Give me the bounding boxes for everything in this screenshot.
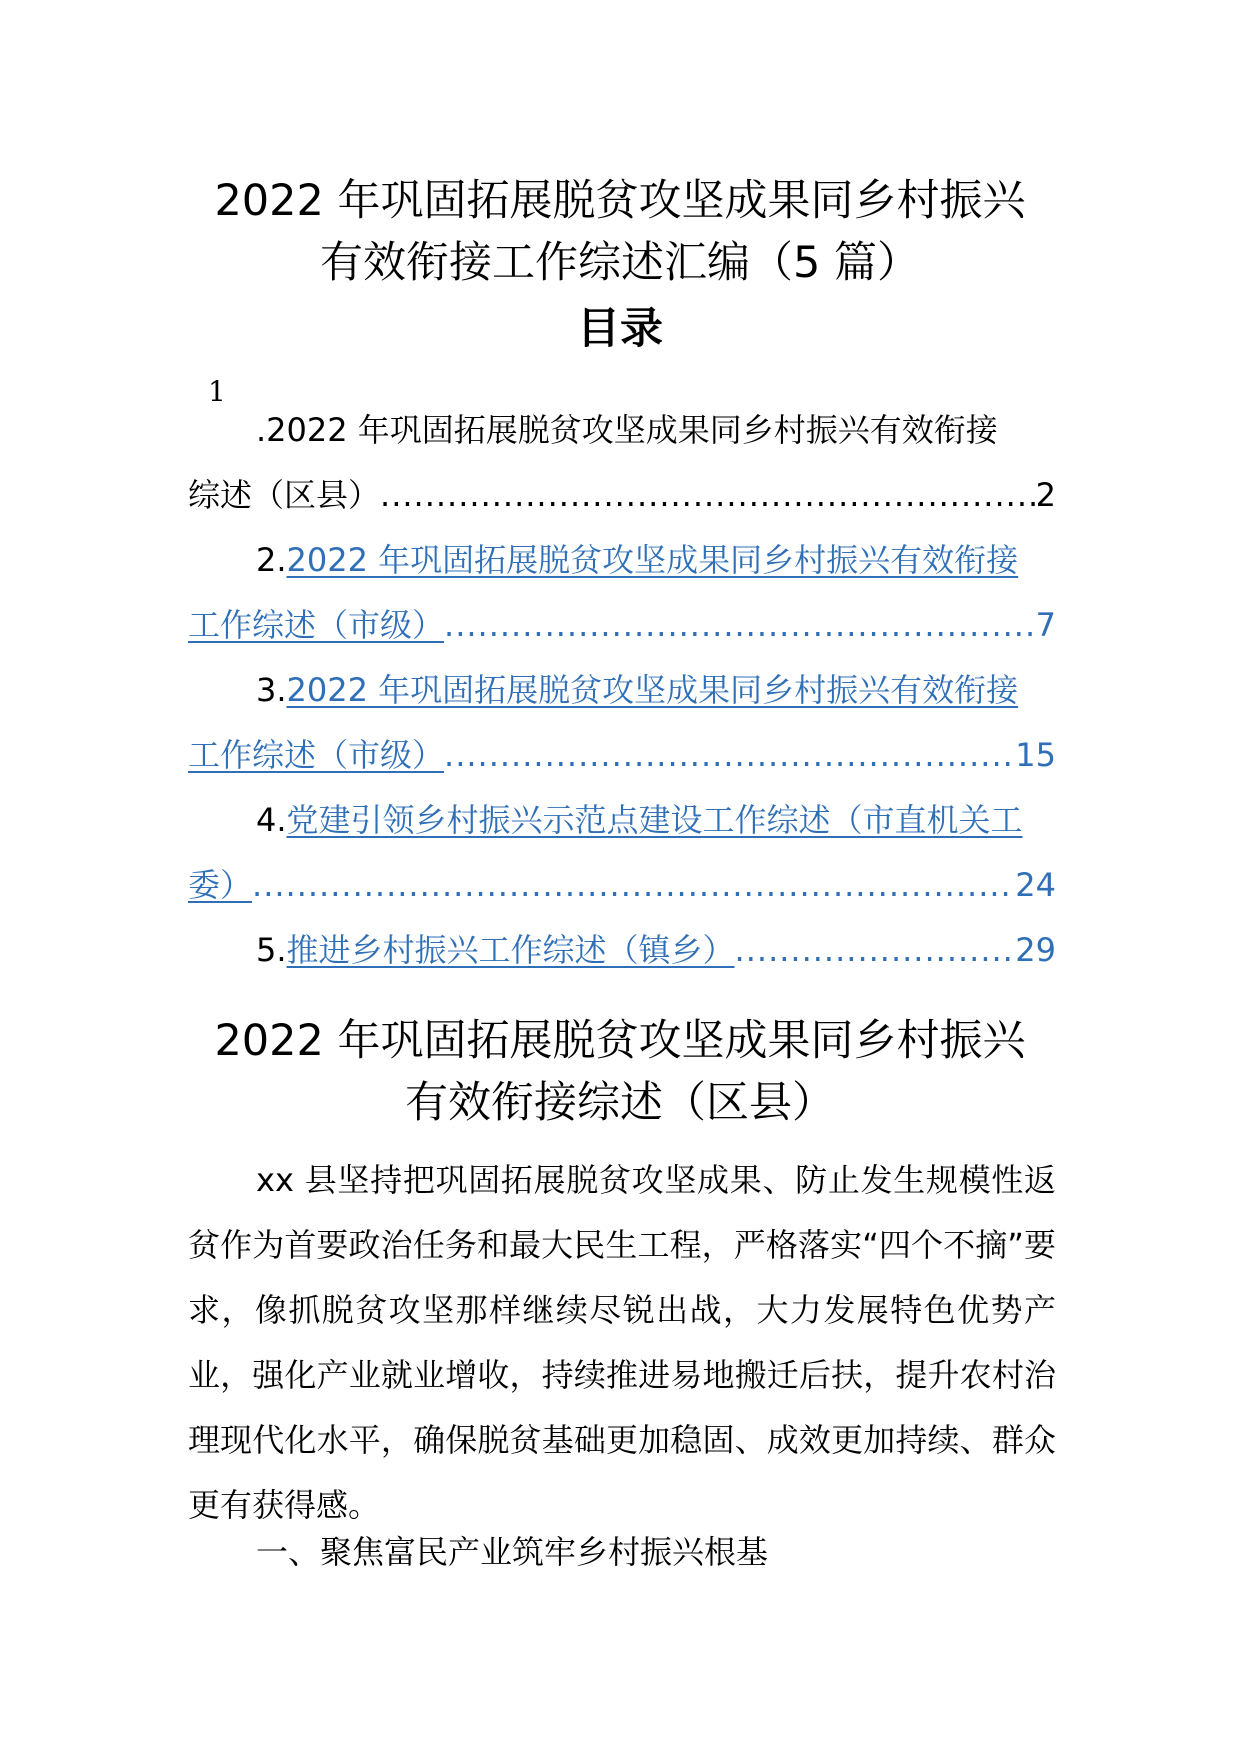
toc-entry-page[interactable]: 15 (1015, 736, 1056, 774)
body-paragraph: xx 县坚持把巩固拓展脱贫攻坚成果、防止发生规模性返贫作为首要政治任务和最大民生工程，严格落实“四个不摘”要求，像抓脱贫攻坚那样继续尽锐出战，大力发展特色优势产业，强化产业就业增收，持续推进易地搬迁后扶，提升农村治理现代化水平，确保脱贫基础更加稳固、成效更加持续、群众更有获得感。 (188, 1161, 1056, 1524)
toc-entry-4[interactable] (188, 788, 1056, 918)
toc-entry-title-line1: 2022 年巩固拓展脱贫攻坚成果同乡村振兴有效衔接 (266, 411, 998, 449)
toc-entry-5[interactable] (188, 918, 1056, 983)
compilation-title-line1: 2022 年巩固拓展脱贫攻坚成果同乡村振兴 (214, 176, 1026, 226)
toc-leader-dots (444, 593, 1036, 658)
compilation-title (140, 170, 1100, 294)
toc-entry-number: 5. (256, 931, 287, 969)
toc-entry-title-line2: 综述（区县） (188, 476, 381, 514)
toc-entry-link-line1[interactable]: 2022 年巩固拓展脱贫攻坚成果同乡村振兴有效衔接 (286, 541, 1019, 579)
toc-entry-link-line1[interactable]: 2022 年巩固拓展脱贫攻坚成果同乡村振兴有效衔接 (286, 671, 1019, 709)
toc-entry-page[interactable]: 7 (1035, 606, 1056, 644)
toc-leader-dots (380, 463, 1036, 528)
toc-entry-link-line2[interactable]: 工作综述（市级） (188, 736, 445, 774)
toc-entry-1[interactable] (188, 398, 1056, 528)
toc-entry-number: 4. (256, 801, 287, 839)
article-title-line1: 2022 年巩固拓展脱贫攻坚成果同乡村振兴 (214, 1016, 1026, 1066)
toc-leader-dots (444, 723, 1015, 788)
toc-entry-link-line1[interactable]: 党建引领乡村振兴示范点建设工作综述（市直机关工 (286, 801, 1023, 839)
toc-entry-number: . (256, 411, 267, 449)
toc-entry-link-line1[interactable]: 推进乡村振兴工作综述（镇乡） (286, 931, 735, 969)
toc-entry-number: 3. (256, 671, 287, 709)
section-heading: 一、聚焦富民产业筑牢乡村振兴根基 (256, 1533, 769, 1571)
toc-entry-3[interactable] (188, 658, 1056, 788)
toc-entry-page[interactable]: 29 (1015, 931, 1056, 969)
page-marker: 1 (208, 375, 226, 408)
article-title-line2: 有效衔接综述（区县） (405, 1078, 835, 1128)
toc-entry-link-line2[interactable]: 委） (188, 866, 253, 904)
toc-entry-number: 2. (256, 541, 287, 579)
toc-heading: 目录 (577, 304, 663, 354)
toc-leader-dots (252, 853, 1015, 918)
toc-entry-page[interactable]: 24 (1015, 866, 1056, 904)
toc-entry-2[interactable] (188, 528, 1056, 658)
compilation-title-line2: 有效衔接工作综述汇编（5 篇） (319, 238, 921, 288)
toc-entry-link-line2[interactable]: 工作综述（市级） (188, 606, 445, 644)
toc-entry-page: 2 (1035, 476, 1056, 514)
toc-leader-dots (735, 918, 1016, 983)
article-title (140, 1010, 1100, 1134)
